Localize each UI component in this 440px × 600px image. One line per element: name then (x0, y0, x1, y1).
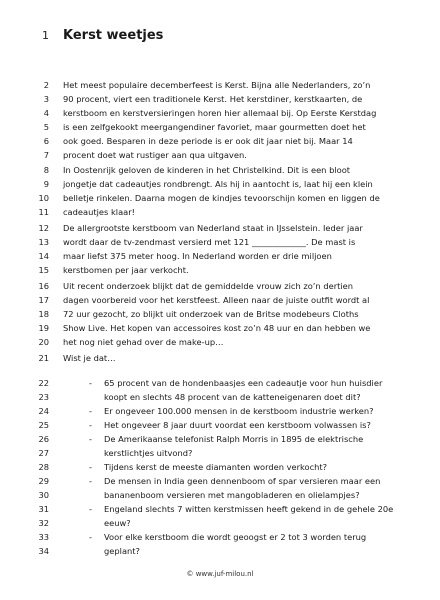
list-bullet: - (89, 420, 92, 430)
line-number: 18 (38, 309, 49, 319)
list-bullet: - (89, 378, 92, 388)
line-number: 4 (43, 108, 49, 118)
paragraph-line: 90 procent, viert een traditionele Kerst. Het kerstdiner, kerstkaarten, de (63, 94, 363, 104)
line-number: 30 (38, 490, 49, 500)
line-number: 8 (43, 165, 49, 175)
paragraph-line: procent doet wat rustiger aan qua uitgaven. (63, 150, 247, 160)
list-item-text: kerstlichtjes uitvond? (104, 448, 193, 458)
line-number: 34 (38, 546, 49, 556)
line-number: 28 (38, 462, 49, 472)
line-number: 10 (38, 193, 49, 203)
paragraph-line: kerstbomen per jaar verkocht. (63, 265, 189, 275)
paragraph-line: maar liefst 375 meter hoog. In Nederland worden er drie miljoen (63, 251, 332, 261)
footer-copyright: © www.juf-milou.nl (186, 570, 254, 578)
line-number: 20 (38, 337, 49, 347)
list-item-text: De Amerikaanse telefonist Ralph Morris in 1895 de elektrische (104, 434, 364, 444)
line-number: 27 (38, 448, 49, 458)
line-number: 12 (38, 223, 49, 233)
paragraph-line: Uit recent onderzoek blijkt dat de gemiddelde vrouw zich zo’n dertien (63, 281, 354, 291)
line-number: 29 (38, 476, 49, 486)
line-number: 9 (43, 179, 49, 189)
line-number: 23 (38, 392, 49, 402)
line-number: 21 (38, 353, 49, 363)
line-number: 33 (38, 532, 49, 542)
list-item-text: Voor elke kerstboom die wordt geoogst er 2 tot 3 worden terug (104, 532, 367, 542)
paragraph-line: is een zelfgekookt meergangendiner favoriet, maar gourmetten doet het (63, 122, 366, 132)
list-item-text: Engeland slechts 7 witten kerstmissen heeft gekend in de gehele 20e (104, 504, 394, 514)
page-title: Kerst weetjes (63, 28, 164, 43)
paragraph-line: kerstboom en kerstversieringen horen hier allemaal bij. Op Eerste Kerstdag (63, 108, 377, 118)
paragraph-line: jongetje dat cadeautjes rondbrengt. Als hij in aantocht is, laat hij een klein (63, 179, 373, 189)
line-number: 7 (43, 150, 49, 160)
line-number: 19 (38, 323, 49, 333)
list-item-text: 65 procent van de hondenbaasjes een cadeautje voor hun huisdier (104, 378, 383, 388)
line-number: 25 (38, 420, 49, 430)
line-number: 14 (38, 251, 49, 261)
list-bullet: - (89, 406, 92, 416)
list-bullet: - (89, 462, 92, 472)
paragraph-line: het nog niet gehad over de make-up… (63, 337, 224, 347)
list-item-text: koopt en slechts 48 procent van de katteneigenaren doet dit? (104, 392, 361, 402)
line-number: 1 (42, 29, 49, 42)
list-item-text: De mensen in India geen dennenboom of spar versieren maar een (104, 476, 381, 486)
list-item-text: bananenboom versieren met mangobladeren en olielampjes? (104, 490, 360, 500)
list-bullet: - (89, 476, 92, 486)
paragraph-line: cadeautjes klaar! (63, 207, 135, 217)
paragraph-line: Het meest populaire decemberfeest is Kerst. Bijna alle Nederlanders, zo’n (63, 80, 371, 90)
line-number: 24 (38, 406, 49, 416)
paragraph-line: wordt daar de tv-zendmast versierd met 121 _____________. De mast is (63, 237, 356, 247)
paragraph-line: De allergrootste kerstboom van Nederland staat in IJsselstein. Ieder jaar (63, 223, 363, 233)
list-item-text: geplant? (104, 546, 140, 556)
line-number: 11 (38, 207, 49, 217)
list-item-text: Het ongeveer 8 jaar duurt voordat een kerstboom volwassen is? (104, 420, 371, 430)
list-item-text: Tijdens kerst de meeste diamanten worden verkocht? (104, 462, 328, 472)
paragraph-line: 72 uur gezocht, zo blijkt uit onderzoek van de Britse modebeurs Cloths (63, 309, 359, 319)
paragraph-line: ook goed. Besparen in deze periode is er ook dit jaar niet bij. Maar 14 (63, 136, 353, 146)
paragraph-line: belletje rinkelen. Daarna mogen de kindjes tevoorschijn komen en liggen de (63, 193, 380, 203)
line-number: 32 (38, 518, 49, 528)
paragraph-line: Show Live. Het kopen van accessoires kost zo’n 48 uur en dan hebben we (63, 323, 371, 333)
paragraph-line: In Oostenrijk geloven de kinderen in het Christelkind. Dit is een bloot (63, 165, 351, 175)
line-number: 3 (43, 94, 49, 104)
list-item-text: Er ongeveer 100.000 mensen in de kerstboom industrie werken? (104, 406, 374, 416)
line-number: 26 (38, 434, 49, 444)
line-number: 16 (38, 281, 49, 291)
line-number: 22 (38, 378, 49, 388)
list-bullet: - (89, 504, 92, 514)
list-bullet: - (89, 434, 92, 444)
paragraph-line: Wist je dat… (63, 353, 116, 363)
line-number: 6 (43, 136, 49, 146)
line-number: 5 (43, 122, 49, 132)
list-item-text: eeuw? (104, 518, 131, 528)
line-number: 2 (43, 80, 49, 90)
line-number: 15 (38, 265, 49, 275)
line-number: 31 (38, 504, 49, 514)
line-number: 17 (38, 295, 49, 305)
list-bullet: - (89, 532, 92, 542)
paragraph-line: dagen voorbereid voor het kerstfeest. Alleen naar de juiste outfit wordt al (63, 295, 370, 305)
line-number: 13 (38, 237, 49, 247)
